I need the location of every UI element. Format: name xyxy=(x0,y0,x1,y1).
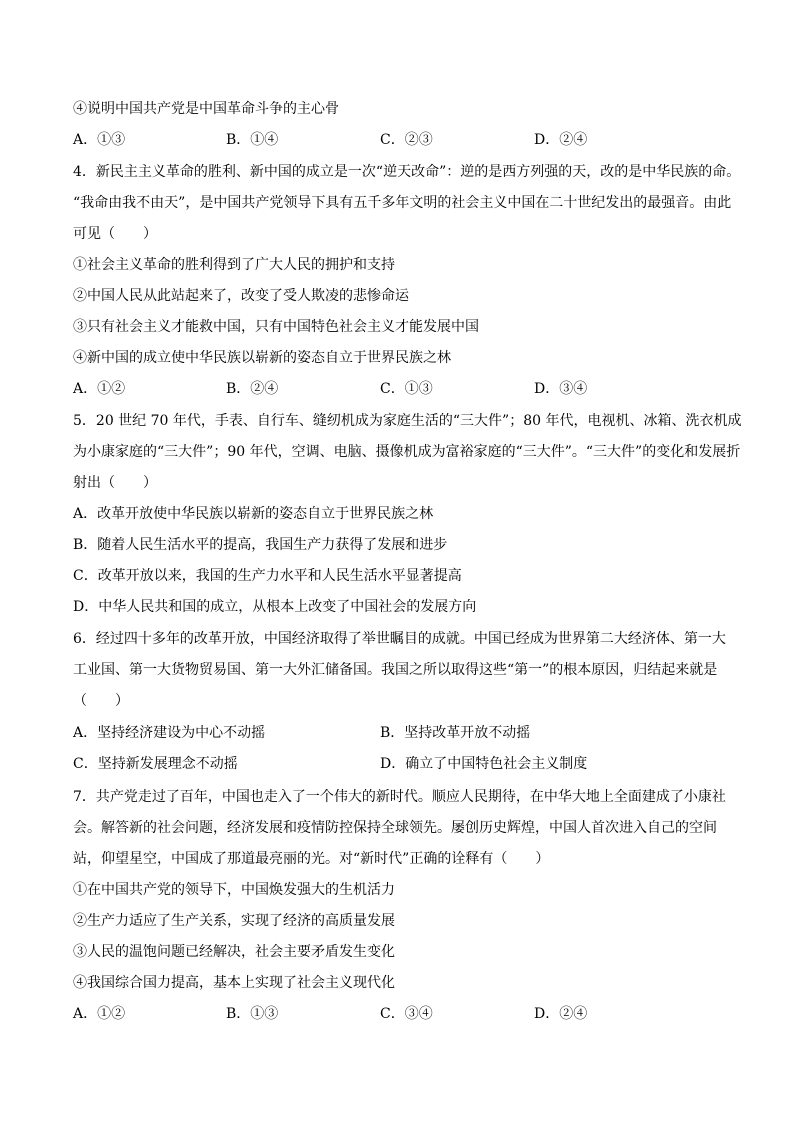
q5-stem-line-3: 射出（ ） xyxy=(73,475,157,491)
q7-statement-1: ①在中国共产党的领导下，中国焕发强大的生机活力 xyxy=(73,882,395,898)
q6-stem-line-1: 6．经过四十多年的改革开放，中国经济取得了举世瞩目的成就。中国已经成为世界第二大经济体、第一大 xyxy=(73,631,726,647)
q6-option-c[interactable]: C．坚持新发展理念不动摇 xyxy=(73,756,238,772)
q5-option-b[interactable]: B．随着人民生活水平的提高，我国生产力获得了发展和进步 xyxy=(73,537,448,553)
q3-option-a[interactable]: A．①③ xyxy=(73,132,126,148)
q4-statement-3: ③只有社会主义才能救中国，只有中国特色社会主义才能发展中国 xyxy=(73,319,479,335)
q3-option-c[interactable]: C．②③ xyxy=(380,132,433,148)
q6-stem-line-3: （ ） xyxy=(73,693,129,709)
q4-option-b[interactable]: B．②④ xyxy=(226,381,279,397)
q7-stem-line-3: 站，仰望星空，中国成了那道最亮丽的光。对“新时代”正确的诠释有（ ） xyxy=(73,851,550,867)
q7-statement-2: ②生产力适应了生产关系，实现了经济的高质量发展 xyxy=(73,913,395,929)
q7-option-b[interactable]: B．①③ xyxy=(226,1006,279,1022)
q5-stem-line-2: 为小康家庭的“三大件”；90 年代，空调、电脑、摄像机成为富裕家庭的“三大件”。“三大件”的变化和发展折 xyxy=(73,444,741,460)
q7-stem-line-1: 7．共产党走过了百年，中国也走入了一个伟大的新时代。顺应人民期待，在中华大地上全面建成了小康社 xyxy=(73,789,726,805)
q7-option-a[interactable]: A．①② xyxy=(73,1006,126,1022)
q6-options-row-1 xyxy=(73,724,723,742)
q7-options xyxy=(73,1005,723,1023)
q7-statement-4: ④我国综合国力提高，基本上实现了社会主义现代化 xyxy=(73,975,395,991)
q3-option-d[interactable]: D．②④ xyxy=(534,132,588,148)
q4-option-a[interactable]: A．①② xyxy=(73,381,126,397)
q6-option-d[interactable]: D．确立了中国特色社会主义制度 xyxy=(380,756,588,772)
q6-option-a[interactable]: A．坚持经济建设为中心不动摇 xyxy=(73,725,266,741)
q5-option-c[interactable]: C．改革开放以来，我国的生产力水平和人民生活水平显著提高 xyxy=(73,568,462,584)
q4-statement-4: ④新中国的成立使中华民族以崭新的姿态自立于世界民族之林 xyxy=(73,350,451,366)
q4-stem-line-1: 4．新民主主义革命的胜利、新中国的成立是一次“逆天改命”：逆的是西方列强的天，改的是中华民族的命。 xyxy=(73,164,741,180)
q6-options-row-2 xyxy=(73,755,723,773)
q5-option-d[interactable]: D．中华人民共和国的成立，从根本上改变了中国社会的发展方向 xyxy=(73,599,477,615)
q7-option-c[interactable]: C．③④ xyxy=(380,1006,433,1022)
q5-option-a[interactable]: A．改革开放使中华民族以崭新的姿态自立于世界民族之林 xyxy=(73,506,434,522)
q4-stem-line-2: “我命由我不由天”，是中国共产党领导下具有五千多年文明的社会主义中国在二十世纪发出的最强音。由此 xyxy=(73,195,732,211)
q3-option-b[interactable]: B．①④ xyxy=(226,132,279,148)
q6-stem-line-2: 工业国、第一大货物贸易国、第一大外汇储备国。我国之所以取得这些“第一”的根本原因，归结起来就是 xyxy=(73,662,718,678)
q7-statement-3: ③人民的温饱问题已经解决，社会主要矛盾发生变化 xyxy=(73,944,395,960)
q4-statement-2: ②中国人民从此站起来了，改变了受人欺凌的悲惨命运 xyxy=(73,288,409,304)
q3-options xyxy=(73,131,723,149)
q4-statement-1: ①社会主义革命的胜利得到了广大人民的拥护和支持 xyxy=(73,257,395,273)
q4-options xyxy=(73,380,723,398)
q5-stem-line-1: 5．20 世纪 70 年代，手表、自行车、缝纫机成为家庭生活的“三大件”；80 年代，电视机、冰箱、洗衣机成 xyxy=(73,413,742,429)
q3-statement-4: ④说明中国共产党是中国革命斗争的主心骨 xyxy=(73,101,339,117)
q6-option-b[interactable]: B．坚持改革开放不动摇 xyxy=(380,725,531,741)
q7-option-d[interactable]: D．②④ xyxy=(534,1006,588,1022)
q4-stem-line-3: 可见（ ） xyxy=(73,226,157,242)
q4-option-d[interactable]: D．③④ xyxy=(534,381,588,397)
q7-stem-line-2: 会。解答新的社会问题，经济发展和疫情防控保持全球领先。屡创历史辉煌，中国人首次进入自己的空间 xyxy=(73,820,717,836)
q4-option-c[interactable]: C．①③ xyxy=(380,381,433,397)
